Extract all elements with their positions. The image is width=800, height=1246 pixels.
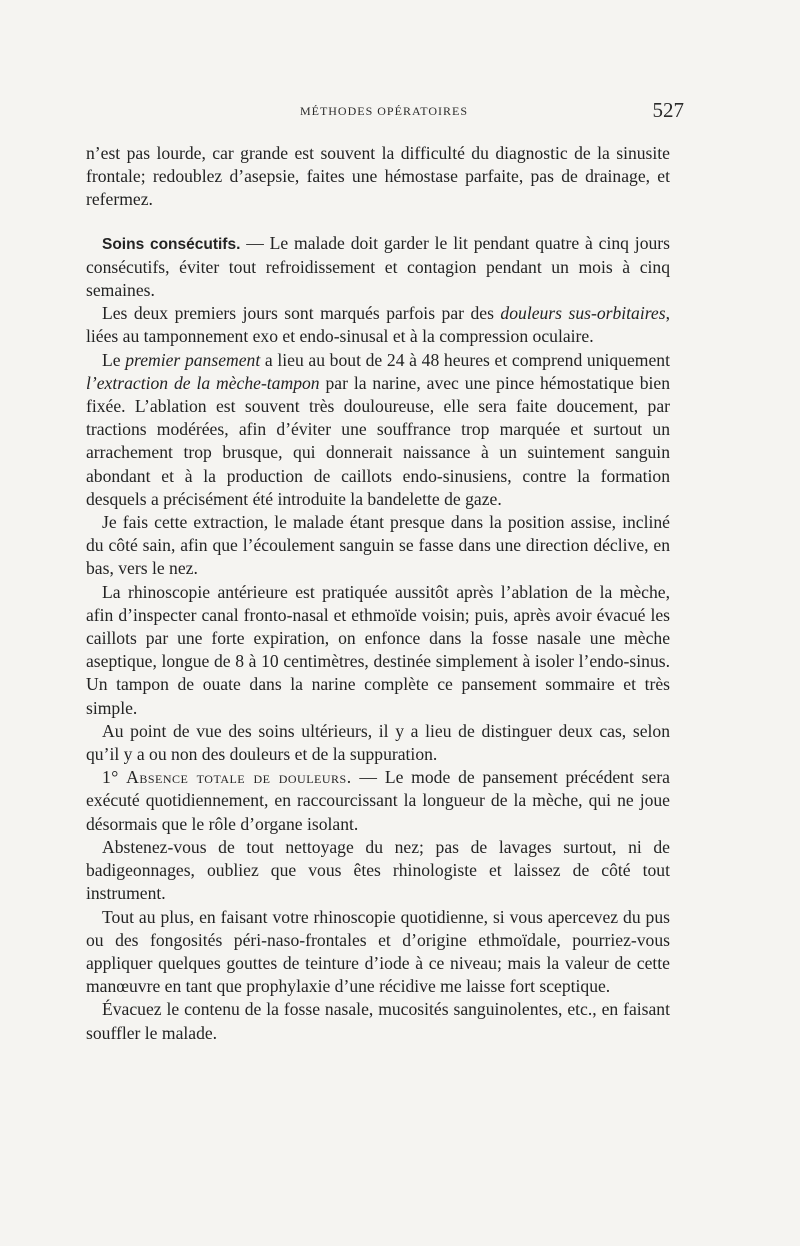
- section-heading: 1° Absence totale de douleurs.: [102, 767, 352, 788]
- paragraph-soins-ulterieurs: Au point de vue des soins ultérieurs, il y a lieu de distinguer deux cas, selon qu’il y a ou non des douleurs et de la suppuration.: [86, 720, 670, 765]
- text-run: par la narine, avec une pince hémostatique bien fixée. L’ablation est souvent très douloureuse, elle sera faite doucement, par tractions modérées, afin d’éviter une souffrance trop marquée et surtout un arrachement trop brusque, qui donnerait naissance à un suintement sanguin abondant et à la production de caillots endo-sinusiens, contre la formation desquels a précisément été introduite la bandelette de gaze.: [86, 372, 670, 509]
- text-run: Le: [102, 349, 126, 370]
- paragraph-douleurs: [86, 302, 670, 348]
- paragraph-rhinoscopie: La rhinoscopie antérieure est pratiquée aussitôt après l’ablation de la mèche, afin d’inspecter canal fronto-nasal et ethmoïde voisin; puis, après avoir évacué les caillots par une forte expiration, on enfonce dans la fosse nasale une mèche aseptique, longue de 8 à 10 centimètres, destinée simplement à isoler l’endo-sinus. Un tampon de ouate dans la narine complète ce pansement sommaire et très simple.: [86, 581, 670, 718]
- text-run: , liées au tamponnement exo et endo-sinusal et à la compression oculaire.: [86, 303, 670, 347]
- paragraph-abstenez-vous: Abstenez-vous de tout nettoyage du nez; pas de lavages surtout, ni de badigeonnages, oubliez que vous êtes rhinologiste et laissez de côté tout instrument.: [86, 836, 670, 904]
- paragraph-continuation: n’est pas lourde, car grande est souvent la difficulté du diagnostic de la sinusite frontale; redoublez d’asepsie, faites une hémostase parfaite, pas de drainage, et refermez.: [86, 143, 670, 210]
- paragraph-text: — Le malade doit garder le lit pendant quatre à cinq jours consécutifs, éviter tout refroidissement et contagion pendant un mois à cinq semaines.: [86, 232, 670, 301]
- paragraph-premier-pansement: [86, 349, 670, 511]
- paragraph-evacuez: Évacuez le contenu de la fosse nasale, mucosités sanguinolentes, etc., en faisant souffler le malade.: [86, 999, 670, 1043]
- page-header: [84, 98, 684, 128]
- text-run: Les deux premiers jours sont marqués parfois par des: [102, 303, 501, 324]
- paragraph-absence-douleurs: [86, 766, 670, 836]
- running-title: MÉTHODES OPÉRATOIRES: [299, 104, 469, 118]
- italic-run: l’extraction de la mèche-tampon: [86, 372, 320, 393]
- body-text: [86, 142, 670, 1045]
- page-number: 527: [652, 98, 684, 122]
- italic-run: douleurs sus-orbitaires: [500, 303, 666, 324]
- paragraph-tout-au-plus: Tout au plus, en faisant votre rhinoscopie quotidienne, si vous apercevez du pus ou des fongosités péri-naso-frontales et d’origine ethmoïdale, pourriez-vous appliquer quelques gouttes de teinture d’iode à ce niveau; mais la valeur de cette manœuvre en tant que prophylaxie d’une récidive me laisse fort sceptique.: [86, 906, 670, 997]
- section-heading: Soins consécutifs.: [102, 235, 241, 253]
- italic-run: premier pansement: [125, 349, 261, 370]
- paragraph-text: — Le mode de pansement précédent sera exécuté quotidiennement, en raccourcissant la longueur de la mèche, qui ne joue désormais que le rôle d’organe isolant.: [86, 767, 670, 834]
- paragraph-soins-consecutifs: [86, 232, 670, 303]
- text-run: a lieu au bout de 24 à 48 heures et comprend uniquement: [260, 349, 670, 370]
- paragraph-extraction: Je fais cette extraction, le malade étant presque dans la position assise, incliné du côté sain, afin que l’écoulement sanguin se fasse dans une direction déclive, en bas, vers le nez.: [86, 512, 670, 579]
